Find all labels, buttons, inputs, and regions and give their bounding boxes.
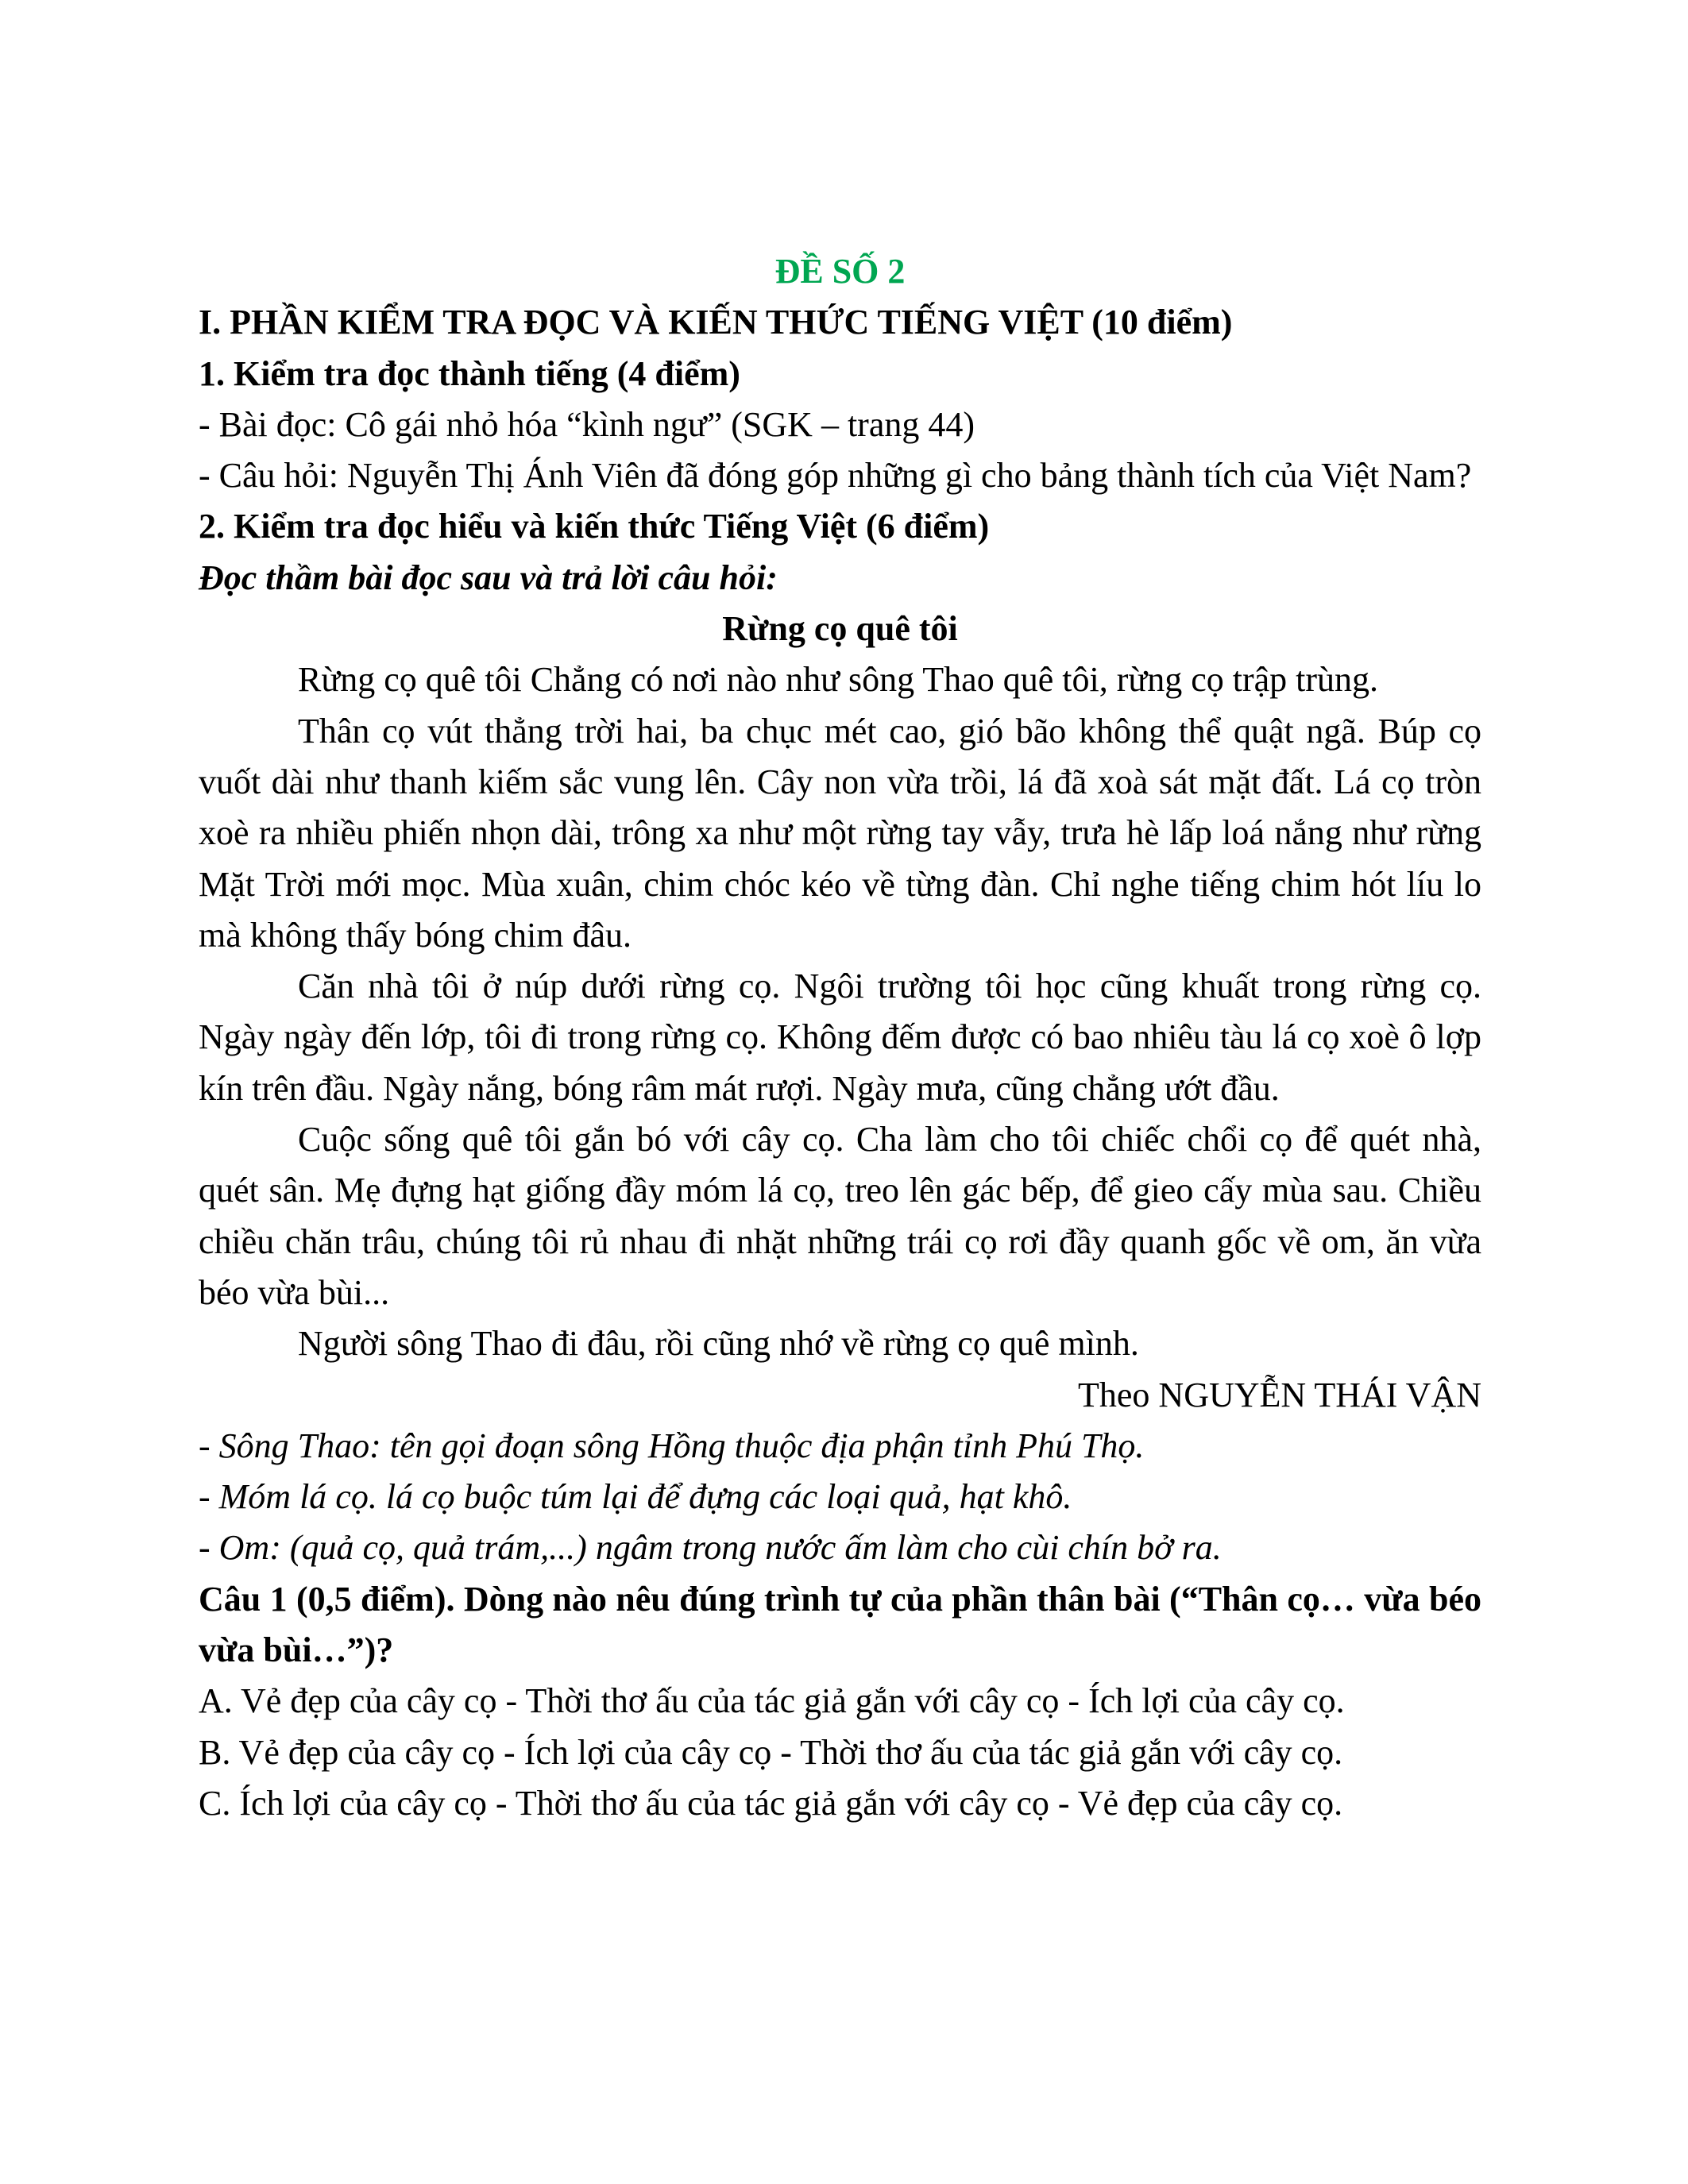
- question-1-label: Câu 1 (0,5 điểm): [199, 1579, 446, 1619]
- section-heading: I. PHẦN KIỂM TRA ĐỌC VÀ KIẾN THỨC TIẾNG VIỆT (10 điểm): [199, 303, 1233, 342]
- part-1-question: - Câu hỏi: Nguyễn Thị Ánh Viên đã đóng góp những gì cho bảng thành tích của Việt Nam?: [199, 456, 1472, 496]
- footnote: - Om: (quả cọ, quả trám,...) ngâm trong nước ấm làm cho cùi chín bở ra.: [199, 1528, 1222, 1568]
- passage-paragraph: Cuộc sống quê tôi gắn bó với cây cọ. Cha làm cho tôi chiếc chổi cọ để quét nhà, quét sân. Mẹ đựng hạt giống đầy móm lá cọ, treo lên gác bếp, để gieo cấy mùa sau. Chiều chiều chăn trâu, chúng tôi rủ nhau đi nhặt những trái cọ rơi đầy quanh gốc về om, ăn vừa béo vừa bùi...: [199, 1120, 1481, 1312]
- part-1-heading: 1. Kiểm tra đọc thành tiếng (4 điểm): [199, 353, 740, 393]
- passage-paragraph: Người sông Thao đi đâu, rồi cũng nhớ về rừng cọ quê mình.: [298, 1324, 1139, 1364]
- exam-title: ĐỀ SỐ 2: [774, 252, 906, 291]
- document-page: [199, 246, 1481, 1829]
- part-2-instruction: Đọc thầm bài đọc sau và trả lời câu hỏi:: [199, 558, 778, 597]
- answer-option-b: B. Vẻ đẹp của cây cọ - Ích lợi của cây cọ - Thời thơ ấu của tác giả gắn với cây cọ.: [199, 1732, 1343, 1772]
- passage-title: Rừng cọ quê tôi: [722, 609, 958, 649]
- answer-option-c: C. Ích lợi của cây cọ - Thời thơ ấu của tác giả gắn với cây cọ - Vẻ đẹp của cây cọ.: [199, 1783, 1343, 1823]
- passage-paragraph: Căn nhà tôi ở núp dưới rừng cọ. Ngôi trường tôi học cũng khuất trong rừng cọ. Ngày ngày đến lớp, tôi đi trong rừng cọ. Không đếm được có bao nhiêu tàu lá cọ xoè ô lợp kín trên đầu. Ngày nắng, bóng râm mát rượi. Ngày mưa, cũng chẳng ướt đầu.: [199, 967, 1481, 1108]
- passage-paragraph: Thân cọ vút thẳng trời hai, ba chục mét cao, gió bão không thể quật ngã. Búp cọ vuốt dài như thanh kiếm sắc vung lên. Cây non vừa trồi, lá đã xoà sát mặt đất. Lá cọ tròn xoè ra nhiều phiến nhọn dài, trông xa như một rừng tay vẫy, trưa hè lấp loá nắng như rừng Mặt Trời mới mọc. Mùa xuân, chim chóc kéo về từng đàn. Chỉ nghe tiếng chim hót líu lo mà không thấy bóng chim đâu.: [199, 711, 1481, 955]
- footnote: - Sông Thao: tên gọi đoạn sông Hồng thuộc địa phận tỉnh Phú Thọ.: [199, 1426, 1145, 1465]
- part-1-reading: - Bài đọc: Cô gái nhỏ hóa “kình ngư” (SGK – trang 44): [199, 404, 975, 444]
- part-2-heading: 2. Kiểm tra đọc hiểu và kiến thức Tiếng Việt (6 điểm): [199, 507, 990, 546]
- passage-source: Theo NGUYỄN THÁI VẬN: [1078, 1375, 1481, 1414]
- footnote: - Móm lá cọ. lá cọ buộc túm lại để đựng các loại quả, hạt khô.: [199, 1477, 1072, 1517]
- question-1: [199, 1574, 1481, 1677]
- answer-option-a: A. Vẻ đẹp của cây cọ - Thời thơ ấu của tác giả gắn với cây cọ - Ích lợi của cây cọ.: [199, 1681, 1345, 1721]
- passage-paragraph: Rừng cọ quê tôi Chẳng có nơi nào như sông Thao quê tôi, rừng cọ trập trùng.: [298, 660, 1379, 700]
- question-1-text: . Dòng nào nêu đúng trình tự của phần thân bài (“Thân cọ… vừa béo vừa bùi…”)?: [199, 1579, 1481, 1670]
